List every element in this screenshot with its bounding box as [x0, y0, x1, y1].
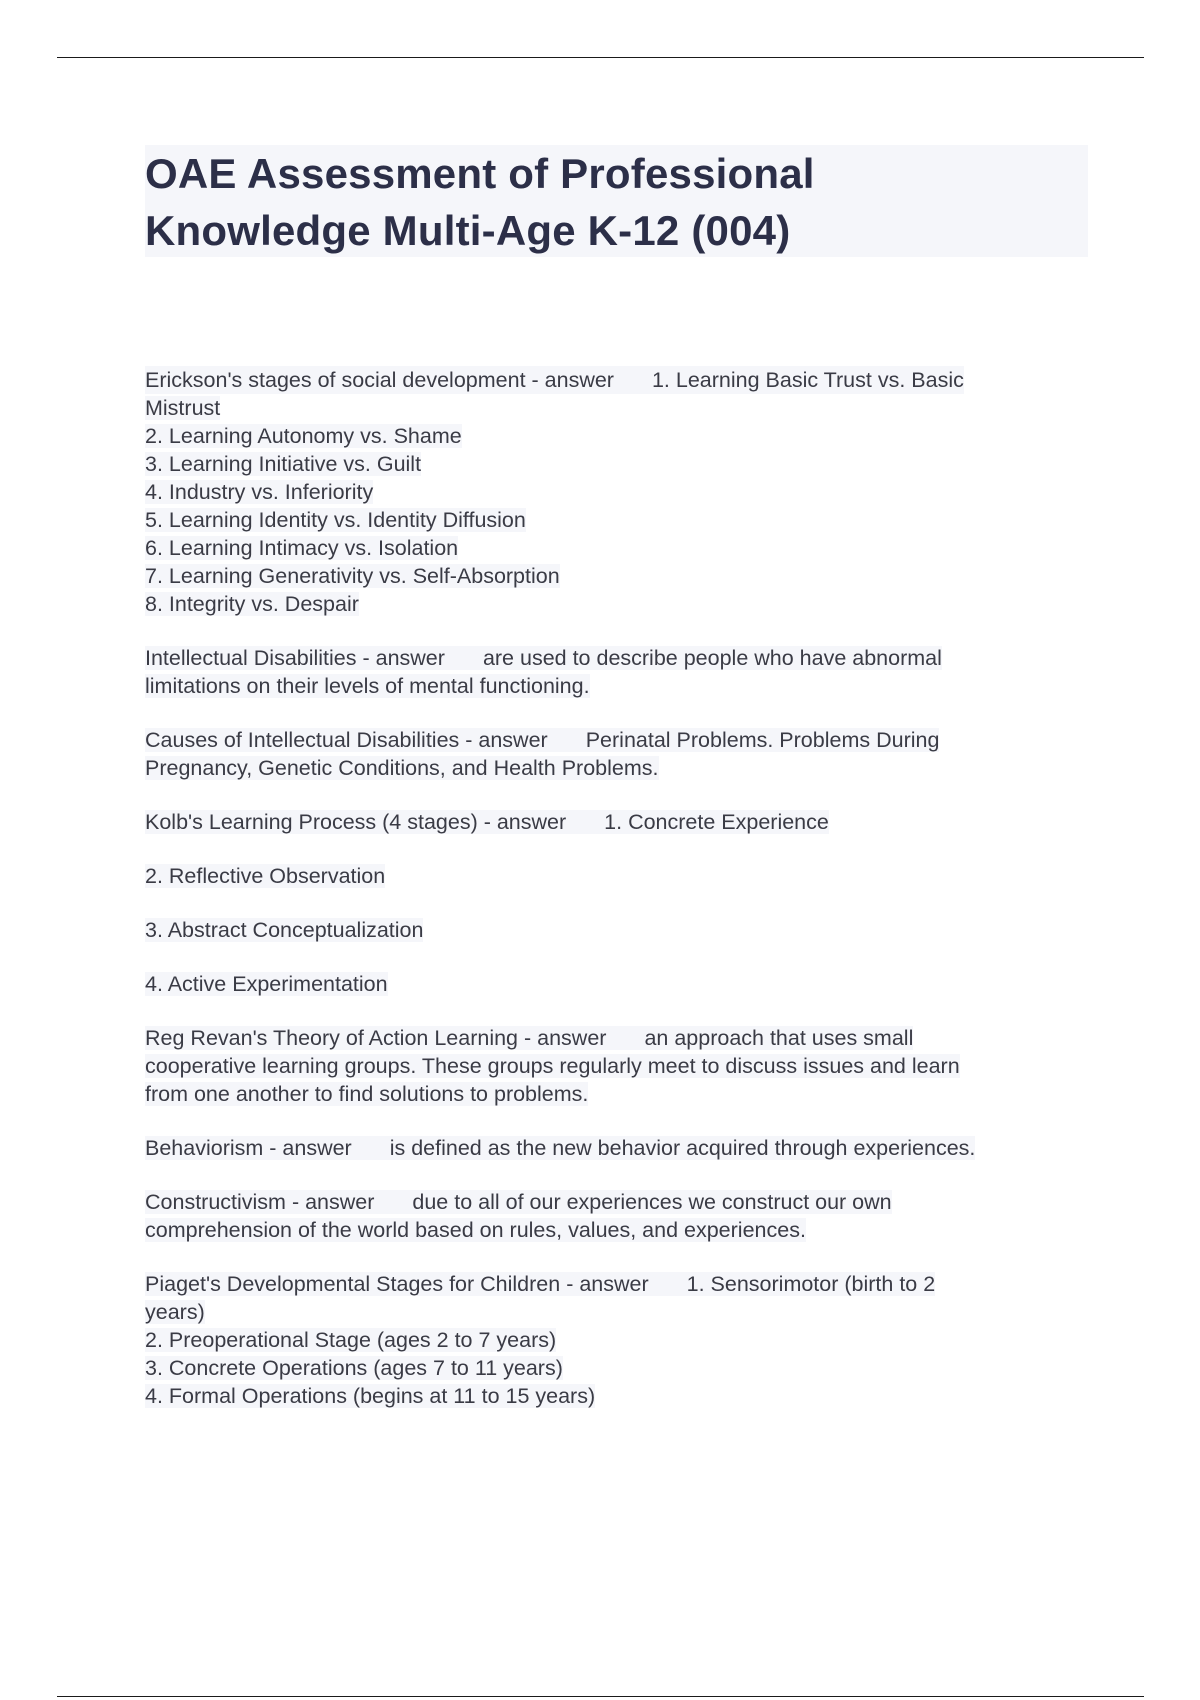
term: Intellectual Disabilities - answer [145, 646, 445, 670]
entry-kolb-item [145, 970, 1095, 998]
list-item: 4. Active Experimentation [145, 972, 388, 996]
list-item: 5. Learning Identity vs. Identity Diffusion [145, 508, 526, 532]
definition-cont: cooperative learning groups. These groups regularly meet to discuss issues and learn [145, 1054, 960, 1078]
definition: an approach that uses small [644, 1026, 914, 1050]
term: Constructivism - answer [145, 1190, 375, 1214]
entry-erickson [145, 366, 1095, 618]
term: Kolb's Learning Process (4 stages) - answer [145, 810, 567, 834]
term: Piaget's Developmental Stages for Children - answer [145, 1272, 649, 1296]
entry-revans [145, 1024, 1095, 1108]
list-item: 3. Learning Initiative vs. Guilt [145, 452, 422, 476]
entry-behaviorism [145, 1134, 1095, 1162]
definition: 1. Concrete Experience [604, 810, 829, 834]
definition: 1. Sensorimotor (birth to 2 [686, 1272, 936, 1296]
definition-cont: from one another to find solutions to problems. [145, 1082, 589, 1106]
list-item: 6. Learning Intimacy vs. Isolation [145, 536, 459, 560]
list-item: 4. Formal Operations (begins at 11 to 15 years) [145, 1384, 596, 1408]
flashcard-list [145, 366, 1095, 1436]
list-item: 2. Reflective Observation [145, 864, 386, 888]
entry-intellectual-disabilities [145, 644, 1095, 700]
term: Erickson's stages of social development - answer [145, 368, 614, 392]
entry-causes [145, 726, 1095, 782]
list-item: 2. Preoperational Stage (ages 2 to 7 years) [145, 1328, 557, 1352]
entry-constructivism [145, 1188, 1095, 1244]
entry-piaget [145, 1270, 1095, 1410]
title-line-1: OAE Assessment of Professional [145, 150, 815, 197]
definition-cont: Pregnancy, Genetic Conditions, and Health Problems. [145, 756, 659, 780]
document-title [145, 145, 1088, 259]
top-rule [57, 57, 1144, 58]
definition-cont: comprehension of the world based on rules, values, and experiences. [145, 1218, 806, 1242]
list-item: 2. Learning Autonomy vs. Shame [145, 424, 462, 448]
definition-cont: Mistrust [145, 396, 221, 420]
term: Causes of Intellectual Disabilities - answer [145, 728, 548, 752]
definition: are used to describe people who have abnormal [482, 646, 942, 670]
term: Behaviorism - answer [145, 1136, 352, 1160]
definition: due to all of our experiences we construct our own [412, 1190, 892, 1214]
list-item: 3. Abstract Conceptualization [145, 918, 424, 942]
entry-kolb [145, 808, 1095, 836]
entry-kolb-item [145, 916, 1095, 944]
definition-cont: limitations on their levels of mental functioning. [145, 674, 590, 698]
definition-cont: years) [145, 1300, 205, 1324]
bottom-rule [57, 1696, 1144, 1697]
entry-kolb-item [145, 862, 1095, 890]
list-item: 7. Learning Generativity vs. Self-Absorption [145, 564, 560, 588]
definition: 1. Learning Basic Trust vs. Basic [651, 368, 964, 392]
definition: Perinatal Problems. Problems During [585, 728, 940, 752]
title-line-2: Knowledge Multi-Age K-12 (004) [145, 207, 791, 254]
list-item: 4. Industry vs. Inferiority [145, 480, 374, 504]
list-item: 8. Integrity vs. Despair [145, 592, 359, 616]
definition: is defined as the new behavior acquired through experiences. [389, 1136, 976, 1160]
term: Reg Revan's Theory of Action Learning - answer [145, 1026, 607, 1050]
title-block [145, 145, 1088, 257]
list-item: 3. Concrete Operations (ages 7 to 11 years) [145, 1356, 563, 1380]
